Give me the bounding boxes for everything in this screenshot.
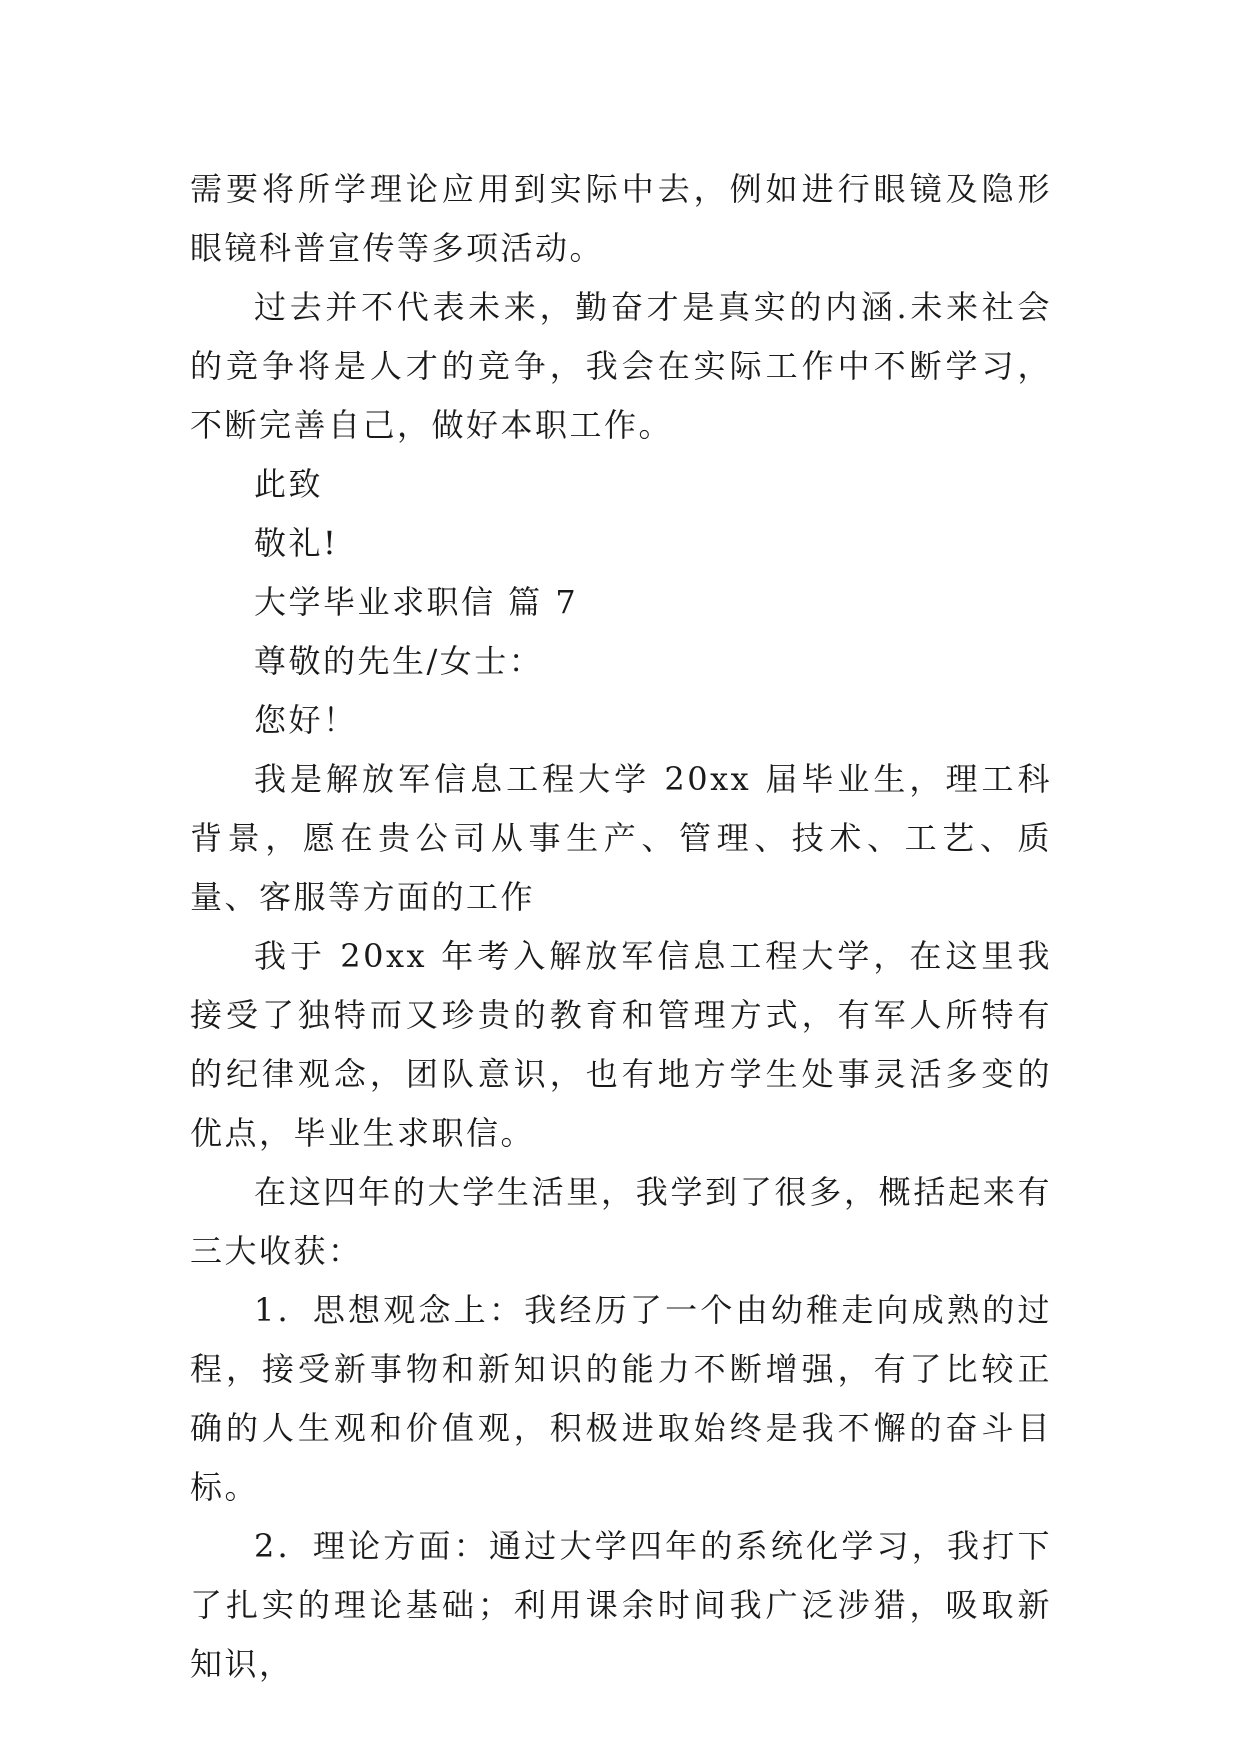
- paragraph-gains: 在这四年的大学生活里，我学到了很多，概括起来有三大收获：: [190, 1173, 1052, 1270]
- document-body: [190, 160, 1052, 1694]
- greeting-hello: 您好！: [254, 701, 358, 739]
- closing-regards: 敬礼!: [254, 524, 339, 562]
- paragraph-2: 过去并不代表未来，勤奋才是真实的内涵.未来社会的竞争将是人才的竞争，我会在实际工作中不断学习，不断完善自己，做好本职工作。: [190, 288, 1052, 444]
- paragraph-intro: 我是解放军信息工程大学 20xx 届毕业生，理工科背景，愿在贵公司从事生产、管理、技术、工艺、质量、客服等方面的工作: [190, 760, 1052, 916]
- paragraph-1: 需要将所学理论应用到实际中去，例如进行眼镜及隐形眼镜科普宣传等多项活动。: [190, 170, 1052, 267]
- greeting-addressee: 尊敬的先生/女士：: [254, 642, 544, 680]
- paragraph-background: 我于 20xx 年考入解放军信息工程大学，在这里我接受了独特而又珍贵的教育和管理方式，有军人所特有的纪律观念，团队意识，也有地方学生处事灵活多变的优点，毕业生求职信。: [190, 937, 1052, 1152]
- list-item-2: 2．理论方面：通过大学四年的系统化学习，我打下了扎实的理论基础；利用课余时间我广泛涉猎，吸取新知识，: [190, 1527, 1052, 1683]
- closing-salutation: 此致: [254, 465, 324, 503]
- list-item-1: 1．思想观念上：我经历了一个由幼稚走向成熟的过程，接受新事物和新知识的能力不断增强，有了比较正确的人生观和价值观，积极进取始终是我不懈的奋斗目标。: [190, 1291, 1052, 1506]
- section-heading: 大学毕业求职信 篇 7: [254, 583, 579, 621]
